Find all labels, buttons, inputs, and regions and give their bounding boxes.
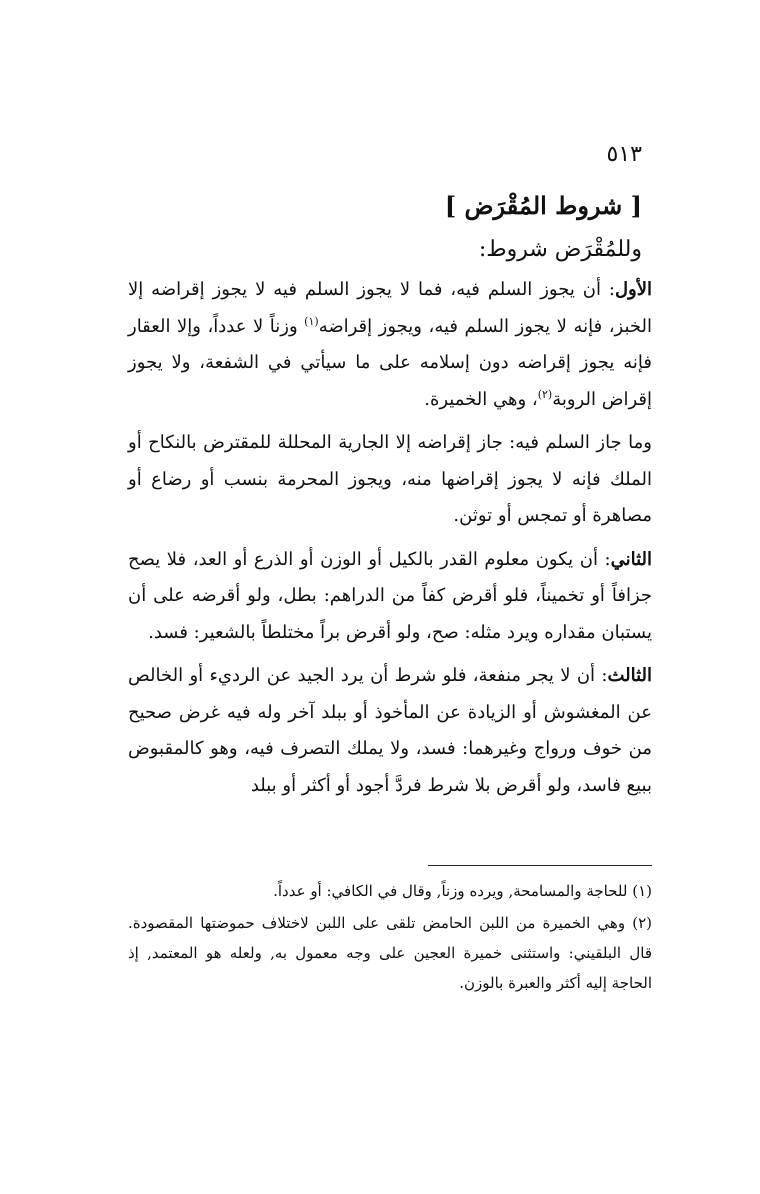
paragraph-lead: الثالث <box>607 665 652 686</box>
body-text <box>128 272 652 811</box>
intro-line: وللمُقْرَض شروط: <box>478 237 642 262</box>
paragraph-text: : أن يكون معلوم القدر بالكيل أو الوزن أو الذرع أو العد، فلا يصح جزافاً أو تخميناً، فلو أقرض كفاً من الدراهم: بطل، ولو أقرضه على أن يستبان مقداره ويرد مثله: صح، ولو أقرض براً مختلطاً بالشعير: فسد. <box>128 548 652 643</box>
paragraph-first-condition <box>128 272 652 418</box>
paragraph-text: : أن لا يجر منفعة، فلو شرط أن يرد الجيد عن الرديء أو الخالص عن المغشوش أو الزيادة عن المأخوذ أو ببلد آخر وله فيه غرض صحيح من خوف ورواج وغيرهما: فسد، ولا يملك التصرف فيه، وهو كالمقبوض ببيع فاسد، ولو أقرض بلا شرط فردَّ أجود أو أكثر أو ببلد <box>128 665 652 796</box>
footnote-ref: (١) <box>304 314 319 328</box>
paragraph-lead: الثاني <box>610 548 652 570</box>
footnote-item: (٢) وهي الخميرة من اللبن الحامض تلقى على اللبن لاختلاف حموضتها المقصودة. قال البلقيني: واستثنى خميرة العجين على وجه معمول به, ولعله هو المعتمد, إذ الحاجة إليه أكثر والعبرة بالوزن. <box>128 914 652 992</box>
section-title: [ شروط المُقْرَض ] <box>444 191 642 220</box>
paragraph-text: وزناً لا عدداً، وإلا العقار فإنه يجوز إقراضه دون إسلامه على ما سيأتي في الشفعة، ولا يجوز إقراض الروبة <box>128 315 652 410</box>
footnotes <box>128 876 652 1000</box>
paragraph-salam-exceptions <box>128 425 652 535</box>
paragraph-text: وما جاز السلم فيه: جاز إقراضه إلا الجارية المحللة للمقترض بالنكاح أو الملك فإنه لا يجوز إقراضها منه، ويجوز المحرمة بنسب أو رضاع أو مصاهرة أو تمجس أو توثن. <box>128 432 652 526</box>
page-number: ٥١٣ <box>606 142 642 167</box>
footnote-ref: (٢) <box>537 387 553 401</box>
paragraph-text: : أن يجوز السلم فيه، فما لا يجوز السلم فيه لا يجوز إقراضه إلا الخبز، فإنه لا يجوز السلم فيه، ويجوز إقراضه <box>128 279 652 337</box>
footnote-item: (١) للحاجة والمسامحة, ويرده وزناً, وقال في الكافي: أو عدداً. <box>273 882 652 900</box>
paragraph-lead: الأول <box>614 279 652 300</box>
footnote-divider <box>428 865 652 866</box>
paragraph-third-condition <box>128 658 652 804</box>
paragraph-second-condition <box>128 542 652 652</box>
paragraph-text: ، وهي الخميرة. <box>424 388 538 410</box>
